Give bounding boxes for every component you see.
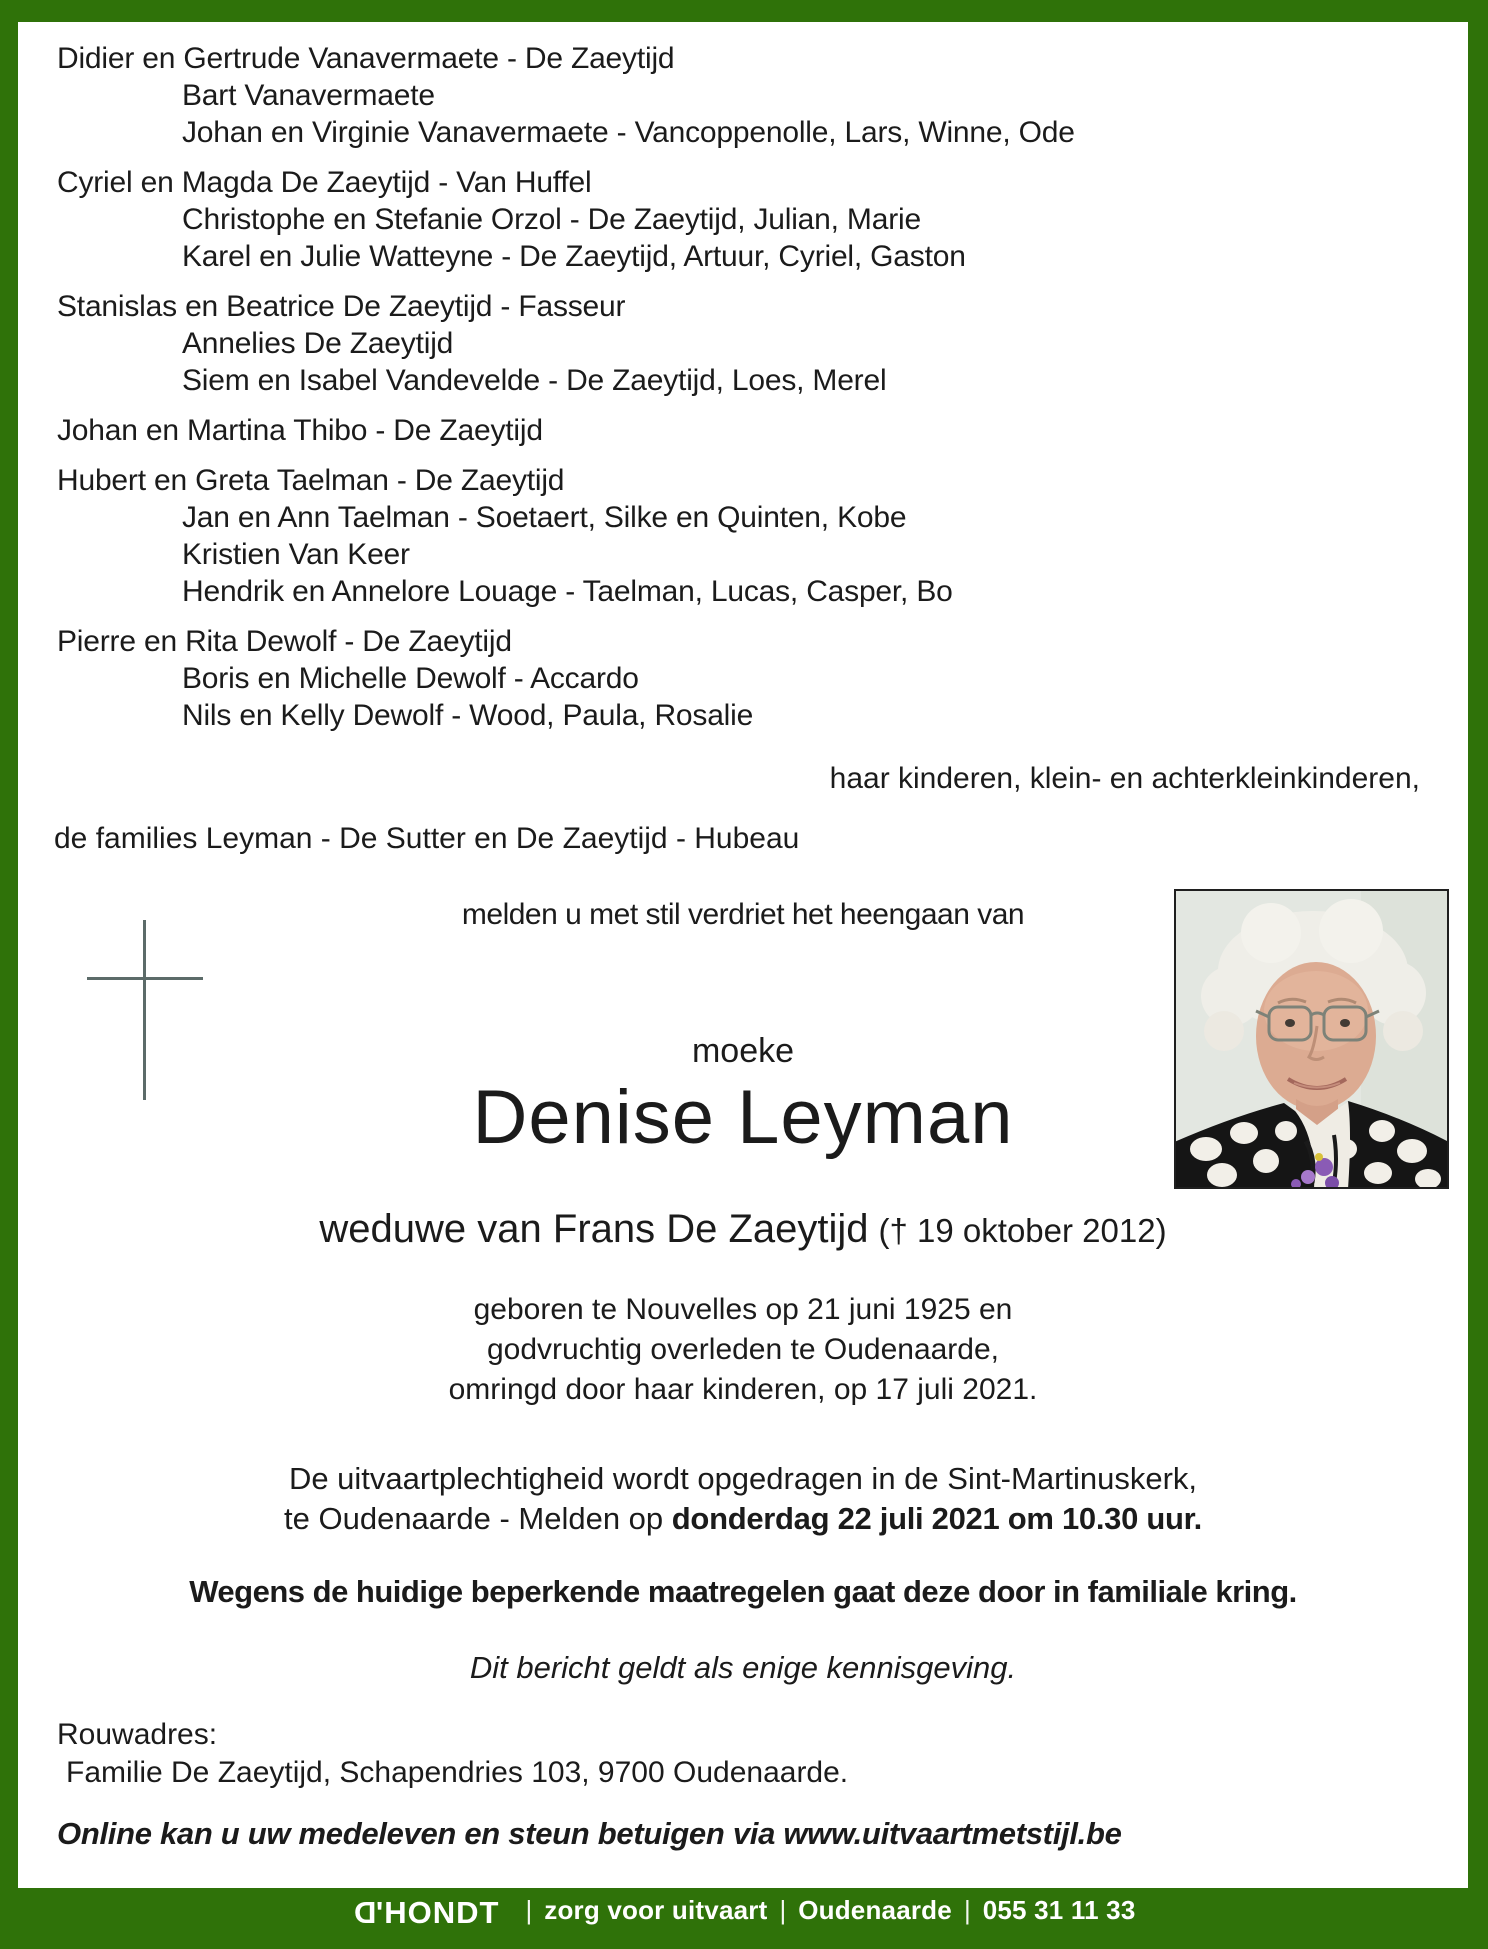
family-line: Bart Vanavermaete [182, 79, 435, 112]
footer-city: Oudenaarde [798, 1895, 952, 1925]
footer-tagline: zorg voor uitvaart [544, 1895, 768, 1925]
service-line2-normal: te Oudenaarde - Melden op [284, 1501, 664, 1536]
funeral-home-footer [0, 1888, 1488, 1949]
life-line: godvruchtig overleden te Oudenaarde, [486, 1333, 1000, 1366]
family-line: Karel en Julie Watteyne - De Zaeytijd, Artuur, Cyriel, Gaston [182, 240, 966, 273]
footer-phone: 055 31 11 33 [982, 1895, 1136, 1925]
family-line: Annelies De Zaeytijd [182, 327, 454, 360]
family-line: Nils en Kelly Dewolf - Wood, Paula, Rosalie [182, 699, 754, 732]
service-line2-datetime: donderdag 22 juli 2021 om 10.30 uur. [671, 1501, 1202, 1536]
announcement-intro: melden u met stil verdriet het heengaan van [461, 898, 1025, 931]
cross-vertical-bar [143, 920, 146, 1100]
service-line1: De uitvaartplechtigheid wordt opgedragen in de Sint-Martinuskerk, [288, 1461, 1198, 1496]
footer-separator: | [525, 1895, 533, 1925]
logo-flipped-d: D [352, 1895, 376, 1930]
memorial-cross-icon [87, 920, 203, 1100]
service-line2 [18, 1499, 1468, 1539]
family-line: Hendrik en Annelore Louage - Taelman, Lucas, Casper, Bo [182, 575, 953, 608]
family-line: Didier en Gertrude Vanavermaete - De Zaeytijd [57, 42, 675, 75]
cross-horizontal-bar [87, 977, 203, 980]
family-line: Pierre en Rita Dewolf - De Zaeytijd [57, 625, 512, 658]
widow-text: weduwe van Frans De Zaeytijd [319, 1207, 869, 1251]
family-line: Cyriel en Magda De Zaeytijd - Van Huffel [57, 166, 592, 199]
widow-date: († 19 oktober 2012) [878, 1212, 1167, 1249]
mourning-address-value: Familie De Zaeytijd, Schapendries 103, 9700 Oudenaarde. [66, 1756, 849, 1789]
family-line: Christophe en Stefanie Orzol - De Zaeytijd, Julian, Marie [182, 203, 921, 236]
mourning-address-label: Rouwadres: [57, 1718, 218, 1751]
family-group [57, 623, 1075, 734]
life-dates-block [18, 1290, 1468, 1410]
family-group [57, 40, 1075, 151]
family-line: Hubert en Greta Taelman - De Zaeytijd [57, 464, 565, 497]
family-line: Siem en Isabel Vandevelde - De Zaeytijd, Loes, Merel [182, 364, 887, 397]
family-line: Johan en Virginie Vanavermaete - Vancoppenolle, Lars, Winne, Ode [182, 116, 1075, 149]
family-group [57, 462, 1075, 610]
widow-line [18, 1207, 1468, 1252]
nickname: moeke [691, 1032, 795, 1070]
family-line: Johan en Martina Thibo - De Zaeytijd [57, 414, 543, 447]
notice-line: Dit bericht geldt als enige kennisgeving. [469, 1650, 1017, 1685]
family-group [57, 164, 1075, 275]
life-line: omringd door haar kinderen, op 17 juli 2021. [448, 1373, 1038, 1406]
card-sheet [18, 22, 1468, 1888]
restriction-line: Wegens de huidige beperkende maatregelen gaat deze door in familiale kring. [189, 1574, 1297, 1609]
family-line: Kristien Van Keer [182, 538, 410, 571]
footer-separator: | [963, 1895, 971, 1925]
deceased-name: Denise Leyman [472, 1075, 1014, 1160]
family-group [57, 412, 1075, 449]
service-block [18, 1459, 1468, 1539]
closing-relatives-line: haar kinderen, klein- en achterkleinkinderen, [829, 762, 1420, 795]
family-line: Jan en Ann Taelman - Soetaert, Silke en Quinten, Kobe [182, 501, 907, 534]
family-line: Boris en Michelle Dewolf - Accardo [182, 662, 639, 695]
logo-rest: 'HONDT [375, 1895, 500, 1930]
footer-separator: | [779, 1895, 787, 1925]
family-list [57, 40, 1075, 747]
life-line: geboren te Nouvelles op 21 juni 1925 en [473, 1293, 1013, 1326]
online-condolences-line: Online kan u uw medeleven en steun betuigen via www.uitvaartmetstijl.be [57, 1816, 1122, 1851]
family-group [57, 288, 1075, 399]
family-line: Stanislas en Beatrice De Zaeytijd - Fasseur [57, 290, 626, 323]
funeral-home-logo [353, 1895, 500, 1931]
families-line: de families Leyman - De Sutter en De Zaeytijd - Hubeau [54, 822, 800, 855]
